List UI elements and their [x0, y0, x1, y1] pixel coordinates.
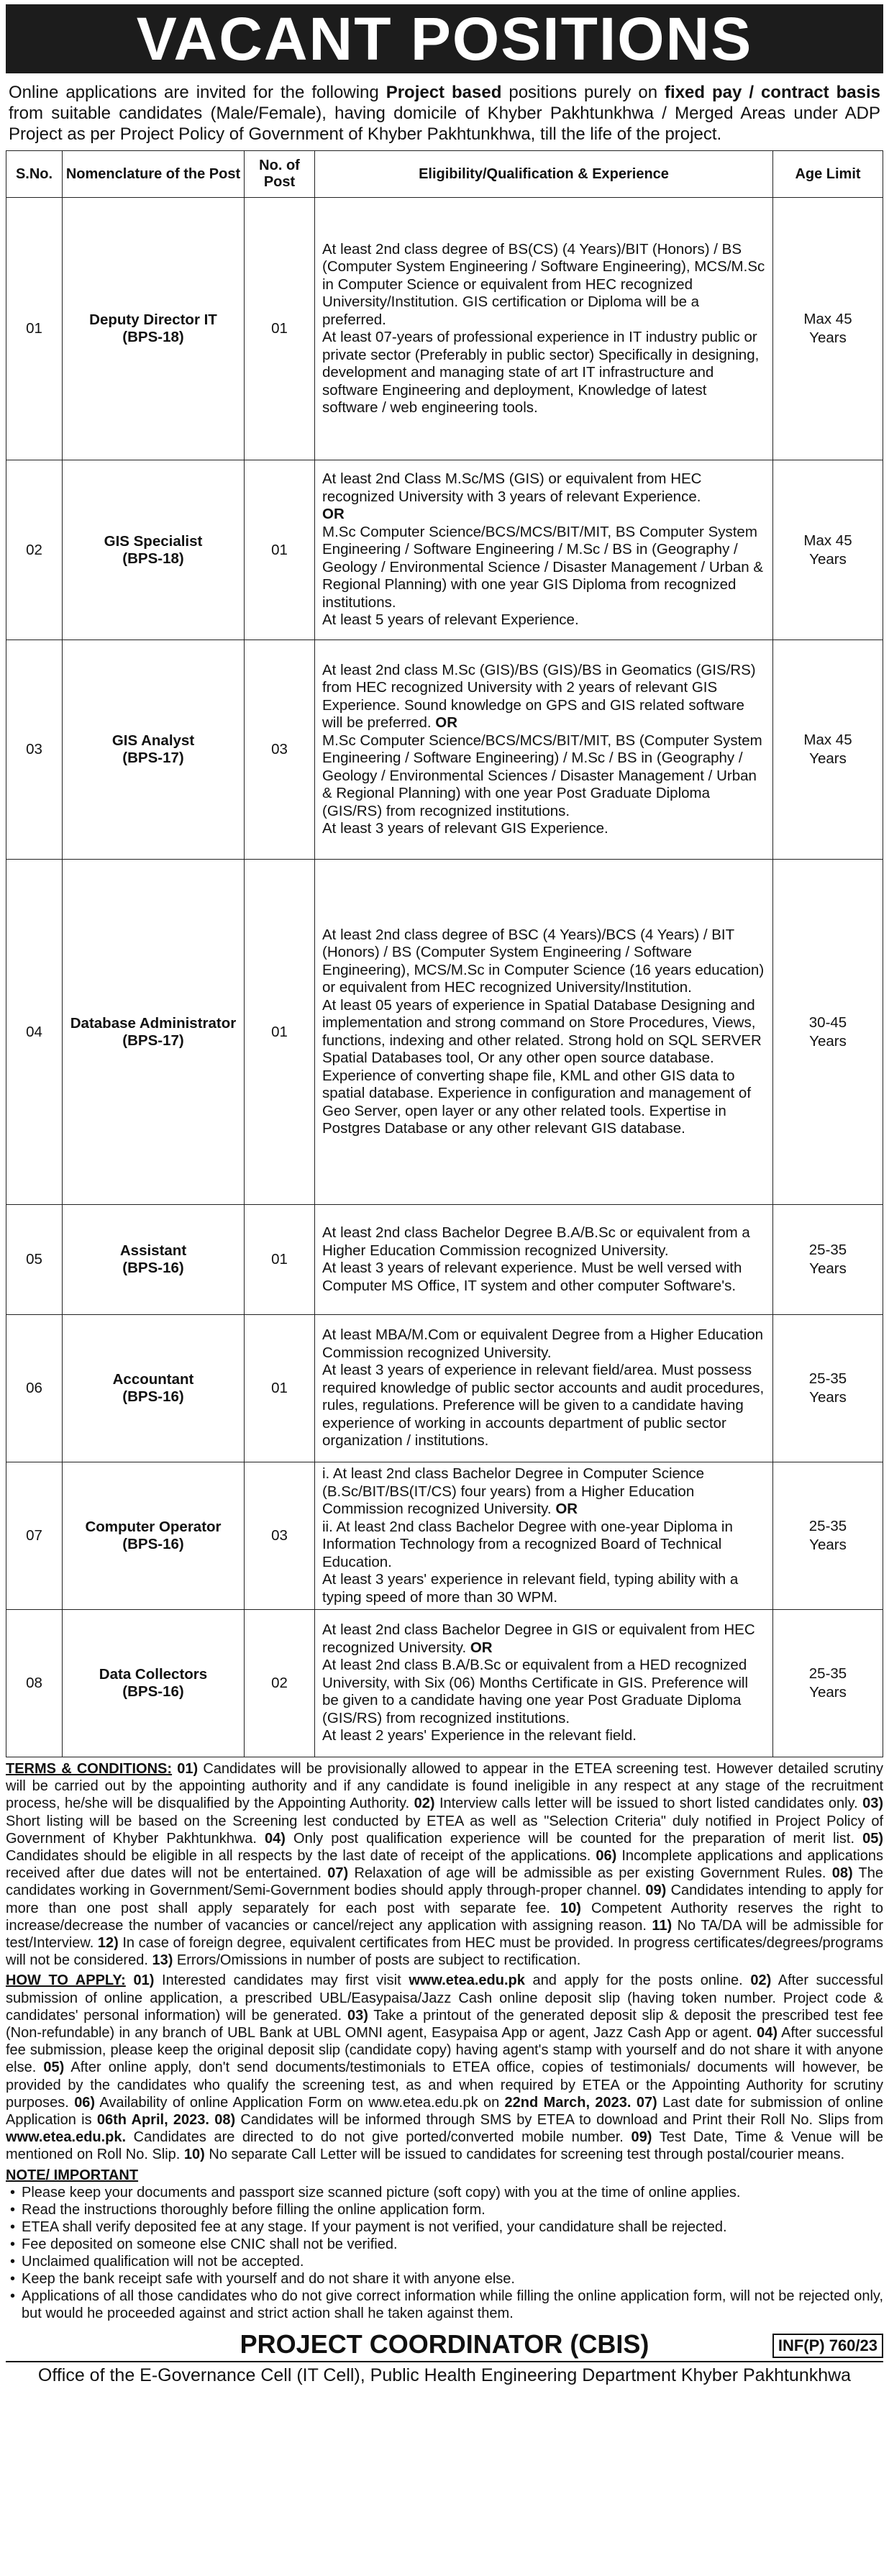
apply-text: Test Date, Time & Venue will be mentioned on Roll No. Slip. [6, 2129, 883, 2163]
post-bps: (BPS-17) [122, 750, 184, 766]
row-post [63, 1315, 245, 1462]
coordinator-title: PROJECT COORDINATOR (CBIS) [240, 2329, 649, 2359]
row-num: 01 [245, 1315, 315, 1462]
header-num: No. of Post [245, 151, 315, 198]
post-title: Accountant [112, 1371, 194, 1388]
row-post [63, 460, 245, 640]
row-sno: 03 [6, 640, 63, 860]
row-post [63, 1205, 245, 1315]
term-number: 13) [152, 1952, 173, 1969]
header-age: Age Limit [773, 151, 883, 198]
age-unit: Years [809, 750, 847, 767]
term-text: Competent Authority reserves the right to increase/decrease the number of vacancies or cancel/reject any application with assigning reason. [6, 1900, 884, 1934]
term-number: 12) [97, 1935, 119, 1952]
term-text: No TA/DA will be admissible for test/Interview. [6, 1917, 883, 1952]
opening-date: 22nd March, 2023. [504, 2094, 632, 2111]
age-unit: Years [809, 1389, 847, 1406]
intro-bold: Project based [386, 83, 502, 102]
apply-number: 04) [757, 2025, 778, 2042]
or-label: OR [322, 506, 345, 523]
eligibility-text: At least 2nd class Bachelor Degree B.A/B.Sc or equivalent from a Higher Education Commission recognized University. [322, 1224, 750, 1259]
post-bps: (BPS-18) [122, 550, 184, 567]
eligibility-text: At least 2nd class degree of BSC (4 Years)/BCS (4 Years) / BIT (Honors) / BS (Computer System Engineering / Software Engineering), MCS/M.Sc in Computer Science (16 years education) or equivalent from HEC recognized University/Institution. [322, 926, 765, 996]
term-number: 03) [862, 1796, 883, 1812]
eligibility-text: At least 2 years' Experience in the relevant field. [322, 1727, 637, 1744]
row-age [773, 1610, 883, 1757]
row-age [773, 1205, 883, 1315]
table-row [6, 1462, 883, 1610]
intro-paragraph [9, 82, 880, 145]
row-sno: 04 [6, 860, 63, 1205]
apply-number: 09) [631, 2129, 652, 2146]
list-item: • Keep the bank receipt safe with yourself and do not share it with anyone else. [22, 2270, 883, 2288]
row-sno: 01 [6, 198, 63, 460]
table-row [6, 1610, 883, 1757]
apply-number: 07) [636, 2094, 657, 2111]
apply-heading: HOW TO APPLY: [6, 1972, 126, 1989]
term-text: Candidates should be eligible in all respects by the last date of receipt of the applications. [6, 1848, 596, 1865]
eligibility-text: At least 3 years of relevant GIS Experience. [322, 820, 608, 837]
age-value: 25-35 [808, 1665, 847, 1682]
row-num: 01 [245, 198, 315, 460]
age-unit: Years [809, 550, 847, 568]
apply-text: Candidates are directed to do not give ported/converted mobile number. [126, 2129, 632, 2146]
apply-number: 02) [750, 1972, 772, 1989]
row-num: 02 [245, 1610, 315, 1757]
list-item: • Please keep your documents and passport size scanned picture (soft copy) with you at the time of online applies. [22, 2184, 883, 2201]
row-age [773, 460, 883, 640]
apply-number: 05) [43, 2060, 65, 2076]
row-sno: 02 [6, 460, 63, 640]
age-unit: Years [809, 1684, 847, 1701]
age-value: Max 45 [803, 532, 852, 549]
term-text: Only post qualification experience will be counted for the preparation of merit list. [285, 1830, 863, 1847]
row-sno: 06 [6, 1315, 63, 1462]
eligibility-text: At least MBA/M.Com or equivalent Degree from a Higher Education Commission recognized University. [322, 1326, 763, 1361]
age-value: 25-35 [808, 1242, 847, 1258]
post-bps: (BPS-17) [122, 1032, 184, 1049]
age-unit: Years [809, 1260, 847, 1277]
terms-heading: TERMS & CONDITIONS: [6, 1761, 173, 1777]
row-eligibility [315, 1610, 773, 1757]
eligibility-text: At least 2nd class B.A/B.Sc or equivalent from a HED recognized University, with Six (06) Months Certificate in GIS. Preference will be given to a candidate having one year Post Graduate Diploma (GIS/RS) from recognized institutions. [322, 1657, 749, 1726]
post-bps: (BPS-18) [122, 329, 184, 345]
eligibility-text: i. At least 2nd class Bachelor Degree in Computer Science (B.Sc/BIT/BS(IT/CS) four years) from a Higher Education Commission recognized University. [322, 1465, 704, 1517]
post-bps: (BPS-16) [122, 1683, 184, 1700]
eligibility-text: At least 2nd Class M.Sc/MS (GIS) or equivalent from HEC recognized University with 3 years of relevant Experience. [322, 470, 702, 505]
eligibility-text: M.Sc Computer Science/BCS/MCS/BIT/MIT, BS Computer System Engineering / Software Engineering / M.Sc / BS in (Geography / Geology / Environmental Science / Disaster Management / Urban & Regional Planning) with one year GIS Diploma from recognized institutions. [322, 523, 764, 611]
row-sno: 07 [6, 1462, 63, 1610]
term-number: 05) [862, 1830, 883, 1847]
term-text: Candidates intending to apply for more than one post shall apply separately for each post with separate fee. [6, 1883, 884, 1916]
eligibility-text: At least 3 years of experience in relevant field/area. Must possess required knowledge of public sector accounts and audit procedures, rules, regulations. Preference will be given to a candidate having experience of working in accounts department of public sector organization / institutions. [322, 1362, 765, 1449]
age-value: Max 45 [803, 732, 852, 748]
term-number: 08) [831, 1865, 853, 1882]
row-eligibility [315, 198, 773, 460]
apply-text: No separate Call Letter will be issued to candidates for screening test through postal/courier means. [204, 2147, 845, 2163]
age-unit: Years [809, 329, 847, 346]
term-number: 07) [327, 1865, 349, 1882]
age-value: 30-45 [808, 1014, 847, 1031]
page-title: VACANT POSITIONS [6, 4, 883, 73]
table-row [6, 860, 883, 1205]
header-eligibility: Eligibility/Qualification & Experience [315, 151, 773, 198]
intro-text: positions purely on [501, 83, 665, 102]
post-title: Data Collectors [99, 1666, 208, 1683]
term-text: Short listing will be based on the Screening lest conducted by ETEA as well as "Selection Criteria" duly notified in Project Policy of Government of Khyber Pakhtunkhwa. [6, 1813, 883, 1847]
list-item: • Fee deposited on someone else CNIC shall not be verified. [22, 2236, 883, 2253]
list-item: • Read the instructions thoroughly before filling the online application form. [22, 2201, 883, 2218]
post-bps: (BPS-16) [122, 1260, 184, 1276]
term-text: Errors/Omissions in number of posts are subject to rectification. [173, 1952, 581, 1969]
term-text: In case of foreign degree, equivalent certificates from HEC must be provided. In progress certificates/degrees/programs will not be considered. [6, 1935, 883, 1969]
row-post [63, 1462, 245, 1610]
eligibility-text: At least 05 years of experience in Spatial Database Designing and implementation and strong command on Store Procedures, Views, functions, indexing and other related. Strong hold on SQL SERVER Spatial Databases tool, Or any other open source database. Experience of converting shape file, KML and other GIS data to spatial database. Experience in configuration and management of Geo Server, open layer or any other related tools. Expertise in Postgres Database or any other relevant GIS database. [322, 996, 762, 1137]
row-age [773, 640, 883, 860]
row-num: 01 [245, 460, 315, 640]
footer-office: Office of the E-Governance Cell (IT Cell), Public Health Engineering Department Khyber Pakhtunkhwa [6, 2361, 883, 2386]
how-to-apply [6, 1972, 883, 2163]
row-eligibility [315, 640, 773, 860]
eligibility-text: At least 2nd class M.Sc (GIS)/BS (GIS)/BS in Geomatics (GIS/RS) from HEC recognized University with 2 years of relevant GIS Experience. Sound knowledge on GPS and GIS related software will be preferred. [322, 661, 756, 731]
term-number: 04) [265, 1830, 286, 1847]
footer-title [6, 2329, 883, 2361]
notes-list [6, 2184, 883, 2322]
age-unit: Years [809, 1537, 847, 1553]
row-num: 03 [245, 1462, 315, 1610]
row-sno: 08 [6, 1610, 63, 1757]
apply-text: After successful fee submission, please keep the original deposit slip (candidate copy) having agent's stamp with yourself and do not share it with anyone else. [6, 2025, 884, 2076]
row-post [63, 860, 245, 1205]
table-row [6, 198, 883, 460]
advertisement [6, 4, 883, 2386]
row-eligibility [315, 460, 773, 640]
row-eligibility [315, 1462, 773, 1610]
table-row [6, 1315, 883, 1462]
post-bps: (BPS-16) [122, 1388, 184, 1405]
apply-text: Availability of online Application Form on www.etea.edu.pk on [95, 2094, 505, 2111]
list-item: • ETEA shall verify deposited fee at any stage. If your payment is not verified, your candidature shall be rejected. [22, 2218, 883, 2236]
or-label: OR [470, 1639, 493, 1656]
notes-section [6, 2167, 883, 2322]
apply-text: After online apply, don't send documents/testimonials to ETEA office, copies of testimonials/ documents will however, be provided by the candidates who qualify the screening test, as and when required by ETEA or the Appointing Authority for scrutiny purposes. [6, 2060, 883, 2111]
term-text: Interview calls letter will be issued to short listed candidates only. [434, 1796, 863, 1812]
row-post [63, 640, 245, 860]
eligibility-text: ii. At least 2nd class Bachelor Degree with one-year Diploma in Information Technology from a recognized Board of Technical Education. [322, 1518, 733, 1570]
row-age [773, 1315, 883, 1462]
or-label: OR [555, 1501, 578, 1517]
post-bps: (BPS-16) [122, 1536, 184, 1552]
eligibility-text: At least 2nd class Bachelor Degree in GIS or equivalent from HEC recognized University. [322, 1621, 755, 1656]
term-number: 06) [596, 1848, 617, 1865]
etea-link[interactable]: www.etea.edu.pk [409, 1972, 525, 1989]
eligibility-text: At least 3 years of relevant experience. Must be well versed with Computer MS Office, IT system and other computer Software's. [322, 1260, 742, 1294]
row-age [773, 198, 883, 460]
term-text: Incomplete applications and applications received after due dates will not be entertained. [6, 1848, 883, 1882]
apply-text: Take a printout of the generated deposit slip & deposit the prescribed test fee (Non-refundable) in any branch of UBL Bank at UBL OMNI agent, Easypaisa App or agent, Jazz Cash App or agent. [6, 2007, 883, 2042]
row-post [63, 198, 245, 460]
apply-number: 01) [133, 1972, 155, 1989]
header-sno: S.No. [6, 151, 63, 198]
row-num: 03 [245, 640, 315, 860]
apply-number: 10) [183, 2147, 205, 2163]
post-title: GIS Analyst [111, 732, 195, 749]
age-value: Max 45 [803, 311, 852, 327]
apply-number: 03) [347, 2007, 368, 2024]
apply-number: 06) [74, 2094, 96, 2111]
term-text: Candidates will be provisionally allowed to appear in the ETEA screening test. However detailed scrutiny will be carried out by the appointing authority and if any candidate is found ineligible in any respect at any stage of the recruitment process, he/she will be disqualified by the Appointing Authority. [6, 1761, 884, 1812]
intro-text: Online applications are invited for the following [9, 83, 386, 102]
table-row [6, 640, 883, 860]
term-number: 11) [652, 1917, 673, 1934]
or-label: OR [435, 714, 457, 731]
closing-date: 06th April, 2023. [96, 2112, 209, 2129]
age-value: 25-35 [808, 1518, 847, 1534]
eligibility-text: At least 2nd class degree of BS(CS) (4 Years)/BIT (Honors) / BS (Computer System Engineering / Software Engineering), MCS/M.Sc in Computer Science or equivalent from HEC recognized University/Institution. GIS certification or Diploma will be a preferred. [322, 240, 765, 328]
row-sno: 05 [6, 1205, 63, 1315]
term-text: Relaxation of age will be admissible as per existing Government Rules. [348, 1865, 832, 1882]
row-post [63, 1610, 245, 1757]
apply-text: Last date for submission of online Application is [6, 2094, 883, 2129]
reference-number: INF(P) 760/23 [772, 2334, 883, 2358]
eligibility-text: At least 5 years of relevant Experience. [322, 611, 579, 629]
apply-text: and apply for the posts online. [524, 1972, 751, 1989]
age-value: 25-35 [808, 1370, 847, 1387]
term-number: 10) [560, 1900, 581, 1916]
post-title: GIS Specialist [104, 532, 203, 550]
post-title: Database Administrator [70, 1014, 237, 1032]
row-age [773, 860, 883, 1205]
apply-text: After successful submission of online application, a prescribed UBL/Easypaisa/Jazz Cash online deposit slip (having token number. Project code & candidates' personal information) will be generated. [6, 1972, 883, 2024]
notes-heading: NOTE/ IMPORTANT [6, 2167, 139, 2183]
row-eligibility [315, 1315, 773, 1462]
vacancies-table [6, 150, 883, 1757]
post-title: Computer Operator [85, 1519, 222, 1535]
intro-text: from suitable candidates (Male/Female), having domicile of Khyber Pakhtunkhwa / Merged Areas under ADP Project as per Project Policy of Government of Khyber Pakhtunkhwa, till the life of the project. [9, 104, 880, 144]
apply-text: Candidates will be informed through SMS by ETEA to download and Print their Roll No. Slips from [235, 2112, 883, 2129]
etea-link[interactable]: www.etea.edu.pk. [6, 2129, 127, 2146]
header-post: Nomenclature of the Post [63, 151, 245, 198]
table-header-row [6, 151, 883, 198]
list-item: • Unclaimed qualification will not be accepted. [22, 2253, 883, 2270]
post-title: Deputy Director IT [89, 311, 217, 328]
term-number: 01) [177, 1761, 199, 1777]
row-age [773, 1462, 883, 1610]
term-number: 02) [414, 1796, 435, 1812]
terms-and-conditions [6, 1760, 883, 1969]
age-unit: Years [809, 1032, 847, 1050]
term-text: The candidates working in Government/Semi-Government bodies should apply through-proper channel. [6, 1865, 883, 1899]
row-eligibility [315, 860, 773, 1205]
table-row [6, 1205, 883, 1315]
intro-bold: fixed pay / contract basis [665, 83, 880, 102]
eligibility-text: M.Sc Computer Science/BCS/MCS/BIT/MIT, BS (Computer System Engineering / Software Engineering) / M.Sc / BS in (Geography / Geology / Environmental Sciences / Disaster Management / Urban & Regional Planning) with one year Post Graduate Diploma (GIS/RS) from recognized institutions. [322, 732, 762, 819]
row-eligibility [315, 1205, 773, 1315]
list-item: • Applications of all those candidates who do not give correct information while filling the online application form, will not be rejected only, but would he proceeded against and strict action shall he taken against them. [22, 2288, 883, 2322]
term-number: 09) [645, 1883, 667, 1899]
table-row [6, 460, 883, 640]
eligibility-text: At least 3 years' experience in relevant field, typing ability with a typing speed of more than 30 WPM. [322, 1571, 739, 1606]
row-num: 01 [245, 860, 315, 1205]
eligibility-text: At least 07-years of professional experience in IT industry public or private sector (Preferably in public sector) Specifically in designing, development and managing state of art IT infrastructure and software Engineering and deployment, Knowledge of latest software / web engineering tools. [322, 329, 760, 416]
apply-text: Interested candidates may first visit [154, 1972, 409, 1989]
row-num: 01 [245, 1205, 315, 1315]
apply-number: 08) [214, 2112, 236, 2129]
post-title: Assistant [119, 1242, 187, 1259]
